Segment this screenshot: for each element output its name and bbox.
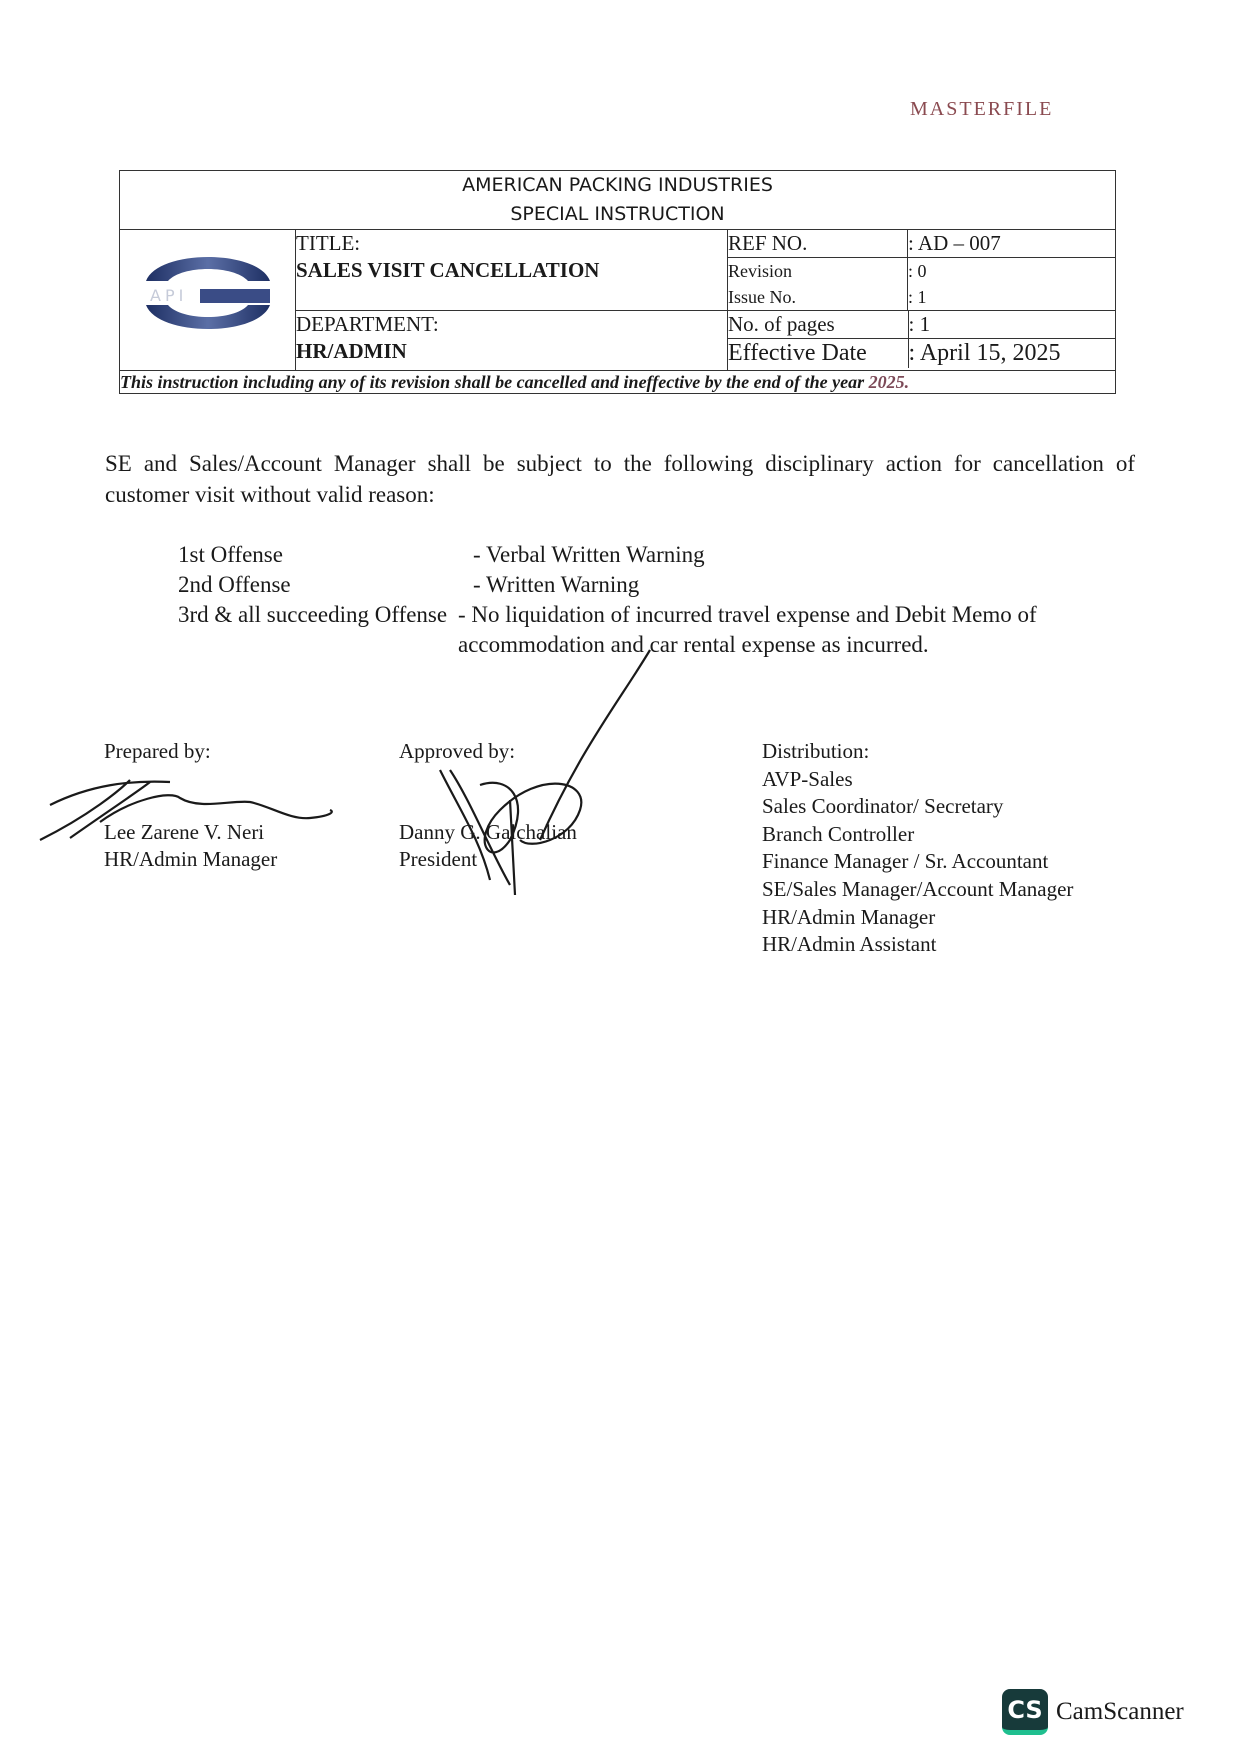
offense-label: 1st Offense — [178, 542, 283, 567]
camscanner-watermark — [1002, 1689, 1184, 1735]
department-cell — [296, 311, 728, 371]
distribution-item: Finance Manager / Sr. Accountant — [762, 849, 1049, 874]
ref-no-value: : AD – 007 — [908, 230, 1116, 258]
title-label: TITLE: — [296, 231, 361, 255]
document-header-table — [119, 170, 1116, 394]
issue-value: : 1 — [908, 287, 927, 307]
pages-effective-cell — [728, 311, 1116, 371]
approved-by-name: Danny G. Galchalian — [399, 820, 577, 844]
document-type: SPECIAL INSTRUCTION — [510, 203, 725, 225]
pages-label: No. of pages — [728, 311, 908, 339]
offense-row — [178, 570, 1093, 600]
department-value: HR/ADMIN — [296, 339, 407, 363]
company-logo — [120, 230, 296, 371]
approved-by-label: Approved by: — [399, 739, 516, 763]
approved-by-position: President — [399, 847, 478, 871]
company-header — [120, 171, 1116, 230]
offense-label: 2nd Offense — [178, 572, 291, 597]
distribution-item: Sales Coordinator/ Secretary — [762, 794, 1004, 819]
prepared-by-position: HR/Admin Manager — [104, 847, 278, 871]
distribution-block — [762, 738, 1073, 959]
offense-action-text: - No liquidation of incurred travel expense and Debit Memo of accommodation and car rental expense as incurred. — [458, 602, 1037, 657]
offense-action: - Verbal Written Warning — [473, 542, 705, 567]
camscanner-logo-icon: CS — [1002, 1689, 1048, 1735]
revision-label: Revision — [728, 261, 793, 281]
camscanner-brand: CamScanner — [1056, 1698, 1184, 1725]
title-cell — [296, 230, 728, 311]
masterfile-stamp: MASTERFILE — [910, 98, 1054, 120]
effective-date-value: : April 15, 2025 — [908, 340, 1061, 366]
offense-action: - Written Warning — [473, 572, 640, 597]
title-value: SALES VISIT CANCELLATION — [296, 258, 600, 282]
approved-signature-icon — [430, 640, 670, 900]
distribution-label: Distribution: — [762, 739, 870, 763]
ref-no-label: REF NO. — [728, 230, 908, 258]
offense-label: 3rd & all succeeding Offense — [178, 602, 448, 627]
issue-label: Issue No. — [728, 287, 796, 307]
prepared-by-label: Prepared by: — [104, 739, 211, 763]
prepared-signature-icon — [30, 760, 340, 850]
distribution-item: HR/Admin Assistant — [762, 932, 937, 957]
revision-issue-labels — [728, 258, 908, 311]
svg-text:API: API — [150, 286, 188, 305]
company-name: AMERICAN PACKING INDUSTRIES — [462, 174, 773, 196]
validity-note-text: This instruction including any of its revision shall be cancelled and ineffective by the end of the year — [120, 372, 865, 392]
distribution-item: HR/Admin Manager — [762, 904, 936, 929]
distribution-item: SE/Sales Manager/Account Manager — [762, 876, 1074, 901]
department-label: DEPARTMENT: — [296, 312, 439, 336]
api-logo-icon — [138, 243, 278, 343]
prepared-by-name: Lee Zarene V. Neri — [104, 820, 265, 844]
revision-issue-values — [908, 258, 1116, 311]
instruction-text: SE and Sales/Account Manager shall be subject to the following disciplinary action for cancellation of customer visit without valid reason: — [105, 451, 1135, 507]
effective-date-label: Effective Date — [728, 339, 908, 369]
pages-value: : 1 — [908, 311, 1116, 339]
distribution-item: Branch Controller — [762, 821, 915, 846]
offense-row — [178, 540, 1093, 570]
distribution-item: AVP-Sales — [762, 766, 853, 791]
revision-value: : 0 — [908, 261, 927, 281]
validity-year: 2025. — [868, 372, 910, 392]
validity-note — [120, 371, 1116, 394]
